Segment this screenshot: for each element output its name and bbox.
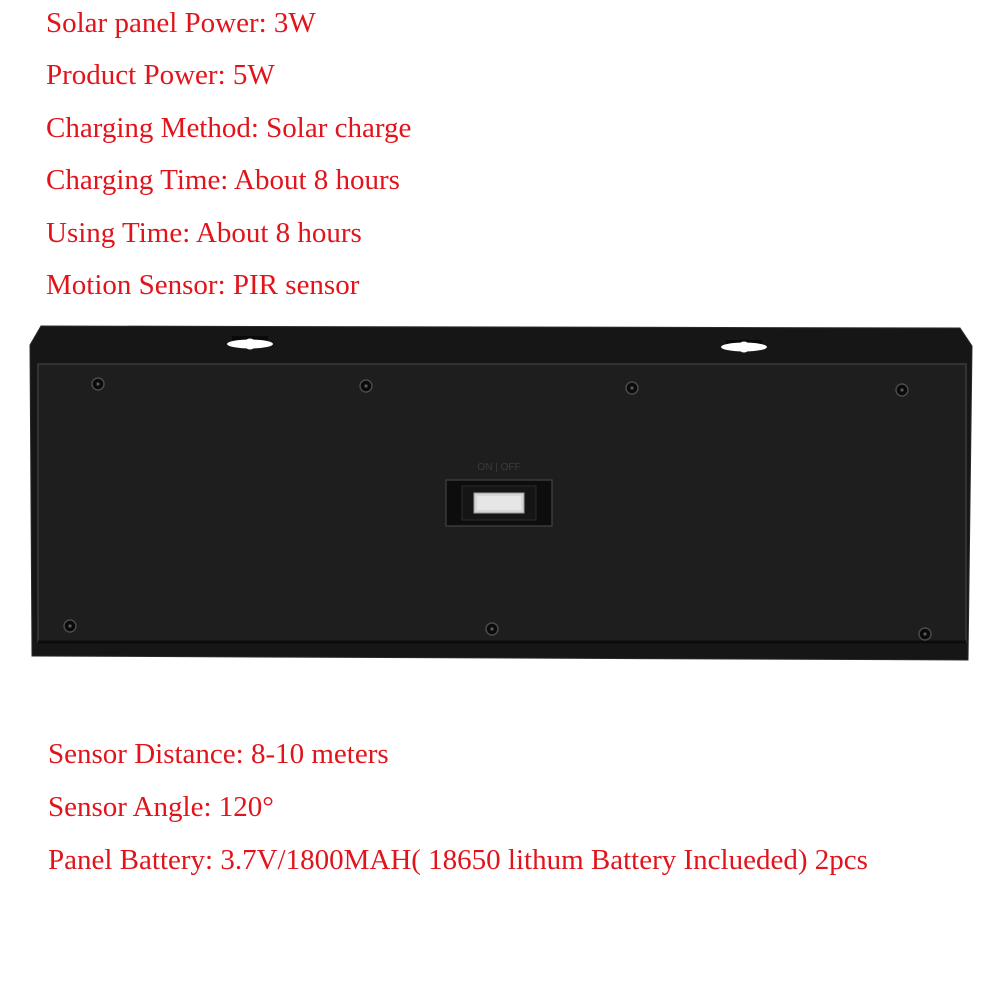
spec-sensor-angle: Sensor Angle: 120° — [48, 791, 274, 823]
spec-motion-sensor: Motion Sensor: PIR sensor — [46, 269, 360, 301]
switch-label: ON | OFF — [477, 462, 521, 473]
spec-using-time: Using Time: About 8 hours — [46, 217, 362, 249]
spec-solar-panel-power: Solar panel Power: 3W — [46, 7, 316, 39]
spec-product-power: Product Power: 5W — [46, 59, 275, 91]
spec-charging-method: Charging Method: Solar charge — [46, 112, 412, 144]
spec-sensor-distance: Sensor Distance: 8-10 meters — [48, 738, 389, 770]
spec-charging-time: Charging Time: About 8 hours — [46, 164, 400, 196]
power-switch[interactable] — [446, 480, 552, 526]
spec-panel-battery: Panel Battery: 3.7V/1800MAH( 18650 lithum Battery Inclueded) 2pcs — [48, 844, 868, 876]
